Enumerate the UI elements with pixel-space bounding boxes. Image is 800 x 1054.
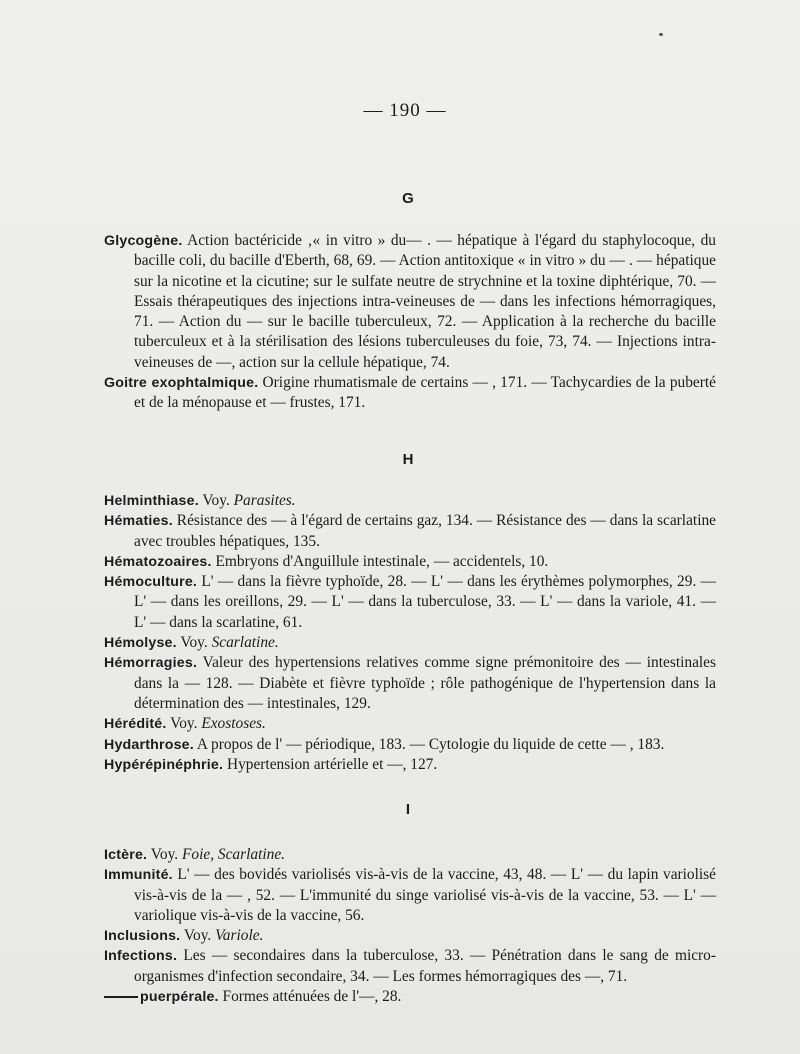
index-entry (104, 231, 720, 373)
entry-text: Embryons d'Anguillule intestinale, — accidentels, 10. (211, 552, 549, 570)
entry-text: Valeur des hypertensions relatives comme signe prémonitoire des — intestinales dans la — 128. — Diabète et fièvre typhoïde ; rôle pathogénique de l'hypertension dans la détermination des — intestinales, 129. (134, 654, 720, 712)
entry-headword: Inclusions. (104, 928, 181, 945)
index-entry (104, 926, 716, 946)
index-entry (104, 633, 716, 653)
index-entry (104, 572, 720, 633)
index-entry (104, 865, 720, 926)
entry-reference: Parasites. (233, 492, 296, 509)
entry-headword: Hémolyse. (104, 635, 177, 652)
entry-headword: Goitre exophtalmique. (104, 375, 259, 392)
entry-text: Les — secondaires dans la tuberculose, 33. — Pénétration dans le sang de micro-organismes d'infection secondaire, 34. — Les formes hémorragiques des —, 71. (134, 947, 716, 985)
entry-headword: puerpérale. (140, 989, 219, 1006)
index-entry (104, 552, 716, 572)
entry-headword: Hématies. (104, 513, 173, 530)
entry-headword: Hydarthrose. (104, 736, 194, 753)
entry-text: Formes atténuées de l'—, 28. (218, 988, 402, 1006)
entry-text: Voy. (198, 492, 234, 509)
entry-text: A propos de l' — périodique, 183. — Cytologie du liquide de cette — , 183. (193, 735, 665, 753)
entry-reference: Exostoses. (201, 715, 266, 733)
entry-text: Action bactéricide ‚« in vitro » du— . — hépatique à l'égard du staphylocoque, du bacille coli, du bacille d'Eberth, 68, 69. — Action antitoxique « in vitro » du — . — hépatique sur la nicotine et la cicutine; sur le sulfate neutre de strychnine et la toxine diphtérique, 70. — Essais thérapeutiques des injections intra-veineuses de — dans les infections hémorragiques, 71. — Action du — sur le bacille tuberculeux, 72. — Application à la recherche du bacille tuberculeux et à la stérilisation des lésions tuberculeuses du foie, 73, 74. — Injections intra-veineuses de —, action sur la cellule hépatique, 74. (134, 232, 720, 371)
entry-text: L' — dans la fièvre typhoïde, 28. — L' — dans les érythèmes polymorphes, 29. — L' — dans les oreillons, 29. — L' — dans la tuberculose, 33. — L' — dans la variole, 41. — L' — dans la scarlatine, 61. (134, 573, 720, 631)
index-entry (104, 714, 716, 734)
index-entry (104, 653, 720, 714)
entry-headword: Hérédité. (104, 716, 167, 733)
section-h-entries (104, 491, 720, 775)
entry-text: Voy. (176, 634, 212, 652)
entry-headword: Hématozoaires. (104, 553, 212, 570)
entry-reference: Variole. (215, 927, 264, 945)
entry-text: L' — des bovidés variolisés vis-à-vis de la vaccine, 43, 48. — L' — du lapin variolisé vis-à-vis de la — , 52. — L'immunité du singe variolisé vis-à-vis de la vaccine, 53. — L' — variolique vis-à-vis de la vaccine, 56. (134, 866, 720, 924)
entry-text: Hypertension artérielle et —, 127. (223, 755, 438, 773)
entry-text: Origine rhumatismale de certains — , 171. — Tachycardies de la puberté et de la ménopause et — frustes, 171. (134, 374, 720, 412)
entry-headword: Ictère. (104, 847, 148, 863)
index-entry (104, 511, 720, 552)
index-entry (104, 946, 716, 987)
entry-headword: Hypérépinéphrie. (104, 756, 224, 773)
page-number: — 190 — (363, 100, 447, 121)
index-entry (104, 735, 716, 755)
entry-text: Voy. (180, 927, 216, 945)
section-i-entries (104, 845, 720, 1007)
entry-text: Voy. (147, 846, 182, 863)
entry-headword: Immunité. (104, 867, 173, 884)
index-entry (104, 491, 716, 511)
section-letter-h: H (402, 451, 414, 468)
index-entry (104, 987, 716, 1007)
entry-headword: Infections. (104, 948, 178, 965)
entry-headword: Glycogène. (104, 233, 183, 249)
index-entry (104, 755, 716, 775)
index-entry (104, 845, 716, 865)
repeat-dash (104, 996, 138, 998)
entry-text: Voy. (166, 715, 202, 733)
entry-reference: Foie, Scarlatine. (182, 846, 286, 863)
entry-headword: Hémoculture. (104, 574, 198, 591)
entry-reference: Scarlatine. (211, 634, 279, 652)
entry-headword: Helminthiase. (104, 493, 199, 509)
ink-speck (659, 33, 663, 36)
entry-text: Résistance des — à l'égard de certains gaz, 134. — Résistance des — dans la scarlatine avec troubles hépatiques, 135. (134, 512, 720, 550)
entry-headword: Hémorragies. (104, 655, 198, 672)
section-g-entries (104, 231, 720, 414)
section-letter-g: G (402, 190, 414, 207)
index-entry (104, 373, 720, 414)
section-letter-i: I (405, 801, 411, 818)
